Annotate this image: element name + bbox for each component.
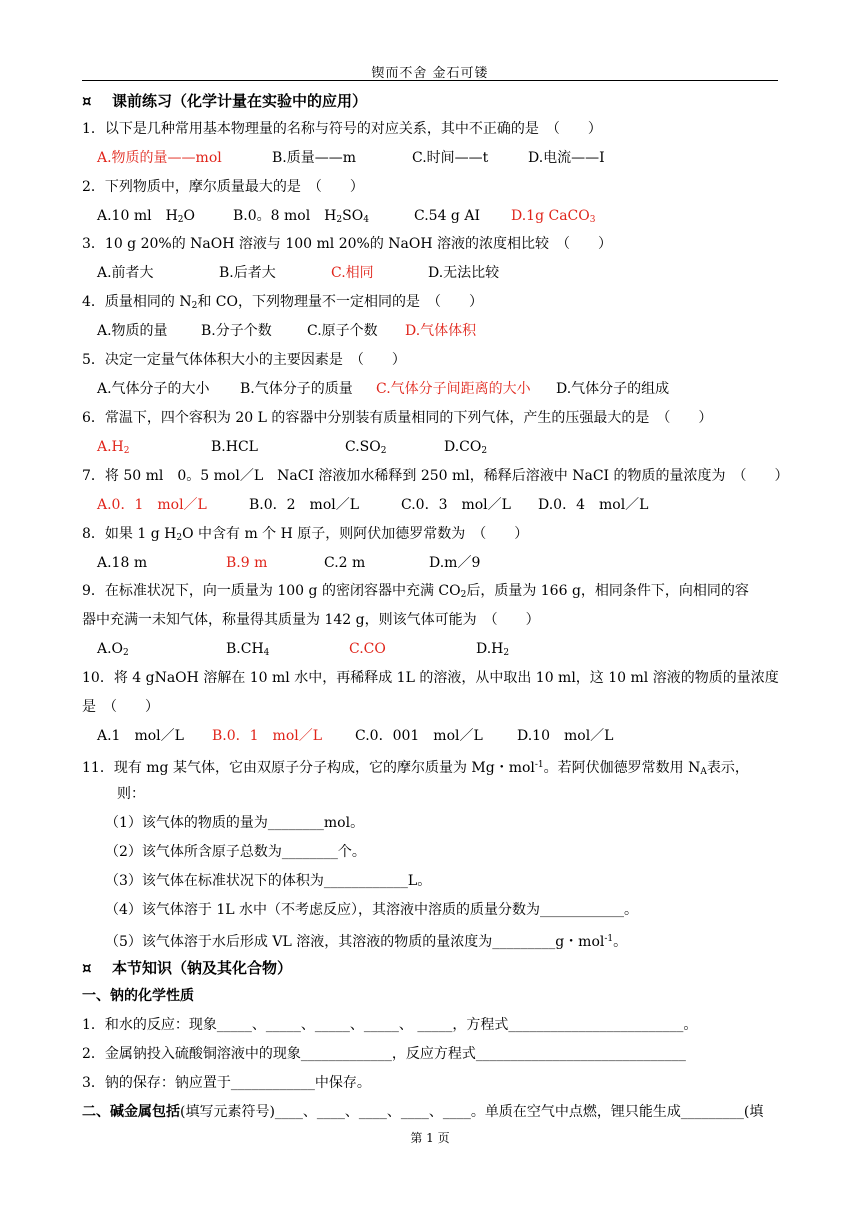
question-11-part-1: （1）该气体的物质的量为________mol。: [105, 815, 365, 831]
option-a: A.18 m: [97, 555, 148, 571]
question-6-options: [97, 437, 487, 461]
option-b: B.0．1 mol／L: [212, 728, 323, 744]
question-5-options: [97, 379, 669, 399]
option-d: $D.CO_2$: [444, 439, 488, 456]
option-c: C.0．3 mol／L: [401, 497, 511, 513]
option-c: C.相同: [331, 265, 374, 281]
header-rule: [82, 80, 778, 81]
question-10-stem-line1: 10．将 4 gNaOH 溶解在 10 ml 水中，再稀释成 1L 的溶液，从中取出 10 ml，这 10 ml 溶液的物质的量浓度: [82, 670, 779, 686]
question-4-options: [97, 321, 476, 341]
question-8-stem: 8．如果 1 g $H_2O$ 中含有 m 个 H 原子，则阿伏加德罗常数为 （ ）: [82, 526, 529, 543]
option-d: D.1g CaCO$_3$: [511, 208, 596, 225]
option-c: C.CO: [349, 641, 386, 657]
question-3-stem: 3．10 g 20%的 NaOH 溶液与 100 ml 20%的 NaOH 溶液的浓度相比较 （ ）: [82, 236, 613, 252]
option-c: $C.SO_2$: [345, 439, 387, 456]
option-d: $D.H_2$: [476, 641, 510, 658]
section-heading-knowledge: [82, 958, 292, 978]
question-11-stem-line2: 则：: [117, 786, 145, 802]
option-b: B.0。8 mol $H_2SO_4$: [233, 208, 369, 225]
option-b: B.9 m: [226, 555, 268, 571]
option-a: $A.H_2$: [97, 439, 130, 456]
knowledge-item-2: 2．金属钠投入硫酸铜溶液中的现象_____________，反应方程式______________________________: [82, 1046, 686, 1062]
option-d: D.10 mol／L: [517, 728, 614, 744]
question-7-options: [97, 495, 648, 515]
option-b: B.气体分子的质量: [240, 381, 353, 397]
question-10-options: [97, 726, 613, 746]
section-marker-icon: ¤: [82, 92, 92, 110]
question-1-options: [97, 148, 605, 168]
option-a: $A.O_2$: [97, 641, 129, 658]
question-4-stem: 4．质量相同的 $N_2$和 CO，下列物理量不一定相同的是 （ ）: [82, 294, 483, 311]
section-heading-practice: [82, 91, 367, 111]
question-1-stem: 1．以下是几种常用基本物理量的名称与符号的对应关系，其中不正确的是 （ ）: [82, 121, 602, 137]
option-a: A.物质的量: [97, 323, 168, 339]
question-9-options: [97, 639, 509, 663]
page-header-motto: 锲而不舍 金石可镂: [371, 66, 489, 81]
section-title: 课前练习（化学计量在实验中的应用）: [112, 92, 368, 110]
section-title: 本节知识（钠及其化合物）: [112, 959, 293, 977]
question-11-part-5: （5）该气体溶于水后形成 VL 溶液，其溶液的物质的量浓度为_________g・mol$^{-1}$。: [105, 934, 628, 950]
knowledge-item-3: 3．钠的保存：钠应置于____________中保存。: [82, 1075, 371, 1091]
option-b: B.0．2 mol／L: [249, 497, 360, 513]
option-d: D.0．4 mol／L: [538, 497, 649, 513]
question-3-options: [97, 263, 499, 283]
option-d: D.电流——I: [528, 150, 605, 166]
option-c: C.气体分子间距离的大小: [376, 381, 531, 397]
question-9-stem-line1: 9．在标准状况下，向一质量为 100 g 的密闭容器中充满 $CO_2$后，质量为 166 g，相同条件下，向相同的容: [82, 583, 749, 600]
question-2-options: [97, 206, 595, 230]
option-a: A.0．1 mol／L: [97, 497, 207, 513]
option-d: D.m／9: [429, 555, 481, 571]
question-11-part-4: （4）该气体溶于 1L 水中（不考虑反应），其溶液中溶质的质量分数为____________。: [105, 902, 639, 918]
option-b: B.后者大: [219, 265, 276, 281]
option-c: C.54 g AI: [414, 208, 480, 224]
option-c: C.2 m: [324, 555, 366, 571]
question-2-stem: 2．下列物质中，摩尔质量最大的是 （ ）: [82, 179, 364, 195]
option-a: A.物质的量——mol: [97, 150, 222, 166]
question-7-stem: 7．将 50 ml 0。5 mol／L NaCI 溶液加水稀释到 250 ml，稀释后溶液中 NaCI 的物质的量浓度为 （ ）: [82, 468, 789, 484]
option-a: A.10 ml $H_2O$: [97, 208, 196, 225]
question-11-part-2: （2）该气体所含原子总数为________个。: [105, 844, 366, 860]
option-d: D.气体体积: [405, 323, 477, 339]
option-d: D.气体分子的组成: [556, 381, 670, 397]
question-9-stem-line2: 器中充满一未知气体，称量得其质量为 142 g，则该气体可能为 （ ）: [82, 612, 540, 628]
question-8-options: [97, 553, 480, 573]
page-number-footer: 第 1 页: [410, 1131, 450, 1145]
subsection-title-sodium-properties: 一、钠的化学性质: [82, 988, 194, 1004]
option-b: $B.CH_4$: [226, 641, 270, 658]
option-c: C.时间——t: [412, 150, 489, 166]
option-a: A.1 mol／L: [97, 728, 184, 744]
knowledge-item-alkali-metals: 二、碱金属包括(填写元素符号)____、____、____、____、____。单质在空气中点燃，锂只能生成_________(填: [82, 1104, 764, 1120]
option-d: D.无法比较: [428, 265, 500, 281]
option-a: A.前者大: [97, 265, 154, 281]
option-b: B.HCL: [211, 439, 258, 455]
question-11-stem-line1: 11．现有 mg 某气体，它由双原子分子构成，它的摩尔质量为 Mg・mol$^{-1}$。若阿伏伽德罗常数用 $N_A$表示，: [82, 760, 749, 777]
option-c: C.原子个数: [307, 323, 378, 339]
question-10-stem-line2: 是 （ ）: [82, 699, 159, 715]
option-a: A.气体分子的大小: [97, 381, 210, 397]
question-11-part-3: （3）该气体在标准状况下的体积为____________L。: [105, 873, 432, 889]
option-b: B.分子个数: [201, 323, 272, 339]
option-c: C.0．001 mol／L: [355, 728, 483, 744]
knowledge-item-1: 1．和水的反应：现象_____、_____、_____、_____、 _____，方程式_________________________。: [82, 1017, 698, 1033]
question-6-stem: 6．常温下，四个容积为 20 L 的容器中分别装有质量相同的下列气体，产生的压强最大的是 （ ）: [82, 410, 713, 426]
option-b: B.质量——m: [272, 150, 357, 166]
question-5-stem: 5．决定一定量气体体积大小的主要因素是 （ ）: [82, 352, 406, 368]
section-marker-icon: ¤: [82, 959, 92, 977]
